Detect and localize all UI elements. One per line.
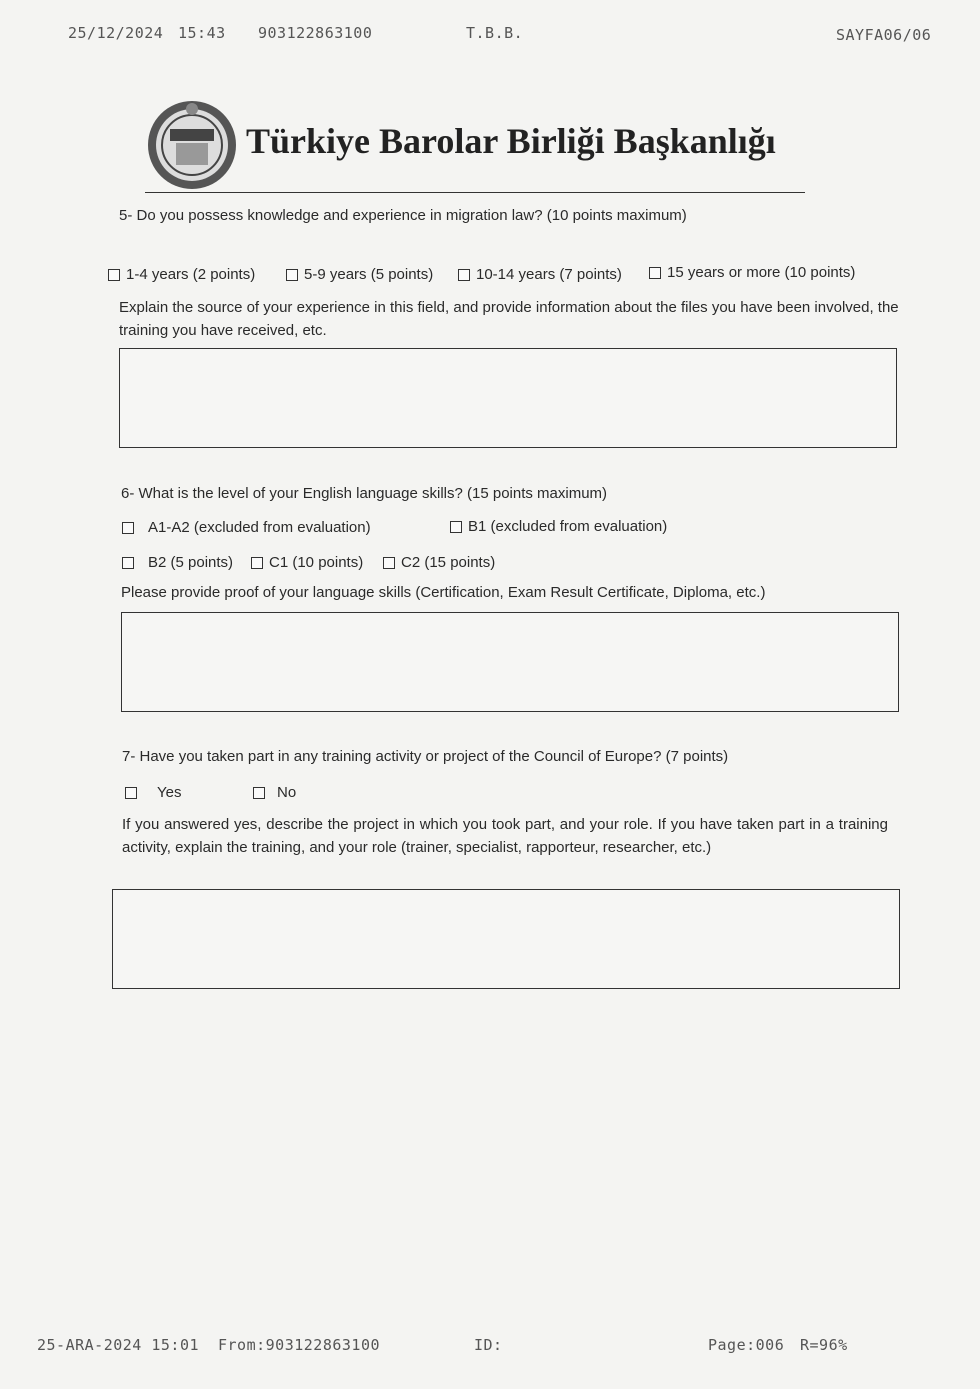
q6-option-c2-label: C2 (15 points) xyxy=(401,554,496,571)
q7-option-yes[interactable] xyxy=(125,784,181,801)
q5-option-1-label: 1-4 years (2 points) xyxy=(126,266,256,283)
fax-header-page: SAYFA06/06 xyxy=(836,26,932,44)
q7-question: 7- Have you taken part in any training activity or project of the Council of Europe? (7 points) xyxy=(122,748,729,765)
q5-option-4[interactable] xyxy=(649,264,855,281)
q7-option-no[interactable] xyxy=(253,784,296,801)
q5-question: 5- Do you possess knowledge and experience in migration law? (10 points maximum) xyxy=(119,207,687,224)
q6-option-a1a2[interactable] xyxy=(122,519,371,536)
checkbox[interactable] xyxy=(649,267,661,279)
q5-option-2[interactable] xyxy=(286,266,433,283)
organization-name: Türkiye Barolar Birliği Başkanlığı xyxy=(246,121,776,161)
fax-header-time: 15:43 xyxy=(178,24,226,42)
q6-option-b2[interactable] xyxy=(122,554,233,571)
bar-association-seal-icon xyxy=(146,99,238,191)
q5-option-4-label: 15 years or more (10 points) xyxy=(667,264,856,281)
checkbox[interactable] xyxy=(458,269,470,281)
q6-option-b1-label: B1 (excluded from evaluation) xyxy=(468,518,668,535)
q6-instruction: Please provide proof of your language skills (Certification, Exam Result Certificate, Diploma, etc.) xyxy=(121,584,766,601)
q5-option-1[interactable] xyxy=(108,266,255,283)
q5-option-3[interactable] xyxy=(458,266,622,283)
fax-footer-datetime: 25-ARA-2024 15:01 xyxy=(37,1336,200,1354)
checkbox[interactable] xyxy=(251,557,263,569)
checkbox[interactable] xyxy=(253,787,265,799)
q7-instruction: If you answered yes, describe the project in which you took part, and your role. If you have taken part in a training activity, explain the training, and your role (trainer, specialist, rapporteur, researcher, etc.) xyxy=(122,816,888,856)
q6-option-b1[interactable] xyxy=(450,518,667,535)
q6-option-a1a2-label: A1-A2 (excluded from evaluation) xyxy=(148,519,371,536)
fax-footer-ratio: R=96% xyxy=(800,1336,848,1354)
q7-answer-box[interactable] xyxy=(112,889,900,989)
q6-option-c2[interactable] xyxy=(383,554,495,571)
checkbox[interactable] xyxy=(450,521,462,533)
fax-footer-from: From:903122863100 xyxy=(218,1336,381,1354)
q6-option-c1[interactable] xyxy=(251,554,363,571)
fax-header-sender: T.B.B. xyxy=(466,24,524,42)
checkbox[interactable] xyxy=(383,557,395,569)
fax-header-number: 903122863100 xyxy=(258,24,373,42)
q6-option-c1-label: C1 (10 points) xyxy=(269,554,364,571)
q5-option-3-label: 10-14 years (7 points) xyxy=(476,266,622,283)
q6-answer-box[interactable] xyxy=(121,612,899,712)
checkbox[interactable] xyxy=(122,557,134,569)
checkbox[interactable] xyxy=(286,269,298,281)
q7-option-yes-label: Yes xyxy=(157,784,182,801)
q6-question: 6- What is the level of your English language skills? (15 points maximum) xyxy=(121,485,608,502)
checkbox[interactable] xyxy=(122,522,134,534)
header-divider xyxy=(145,192,805,193)
q7-option-no-label: No xyxy=(277,784,297,801)
fax-footer-id: ID: xyxy=(474,1336,503,1354)
q5-answer-box[interactable] xyxy=(119,348,897,448)
fax-footer-page: Page:006 xyxy=(708,1336,785,1354)
fax-header-date: 25/12/2024 xyxy=(68,24,164,42)
q5-instruction: Explain the source of your experience in this field, and provide information about the files you have been involved, the training you have received, etc. xyxy=(119,299,899,339)
checkbox[interactable] xyxy=(125,787,137,799)
checkbox[interactable] xyxy=(108,269,120,281)
q5-option-2-label: 5-9 years (5 points) xyxy=(304,266,434,283)
q6-option-b2-label: B2 (5 points) xyxy=(148,554,234,571)
